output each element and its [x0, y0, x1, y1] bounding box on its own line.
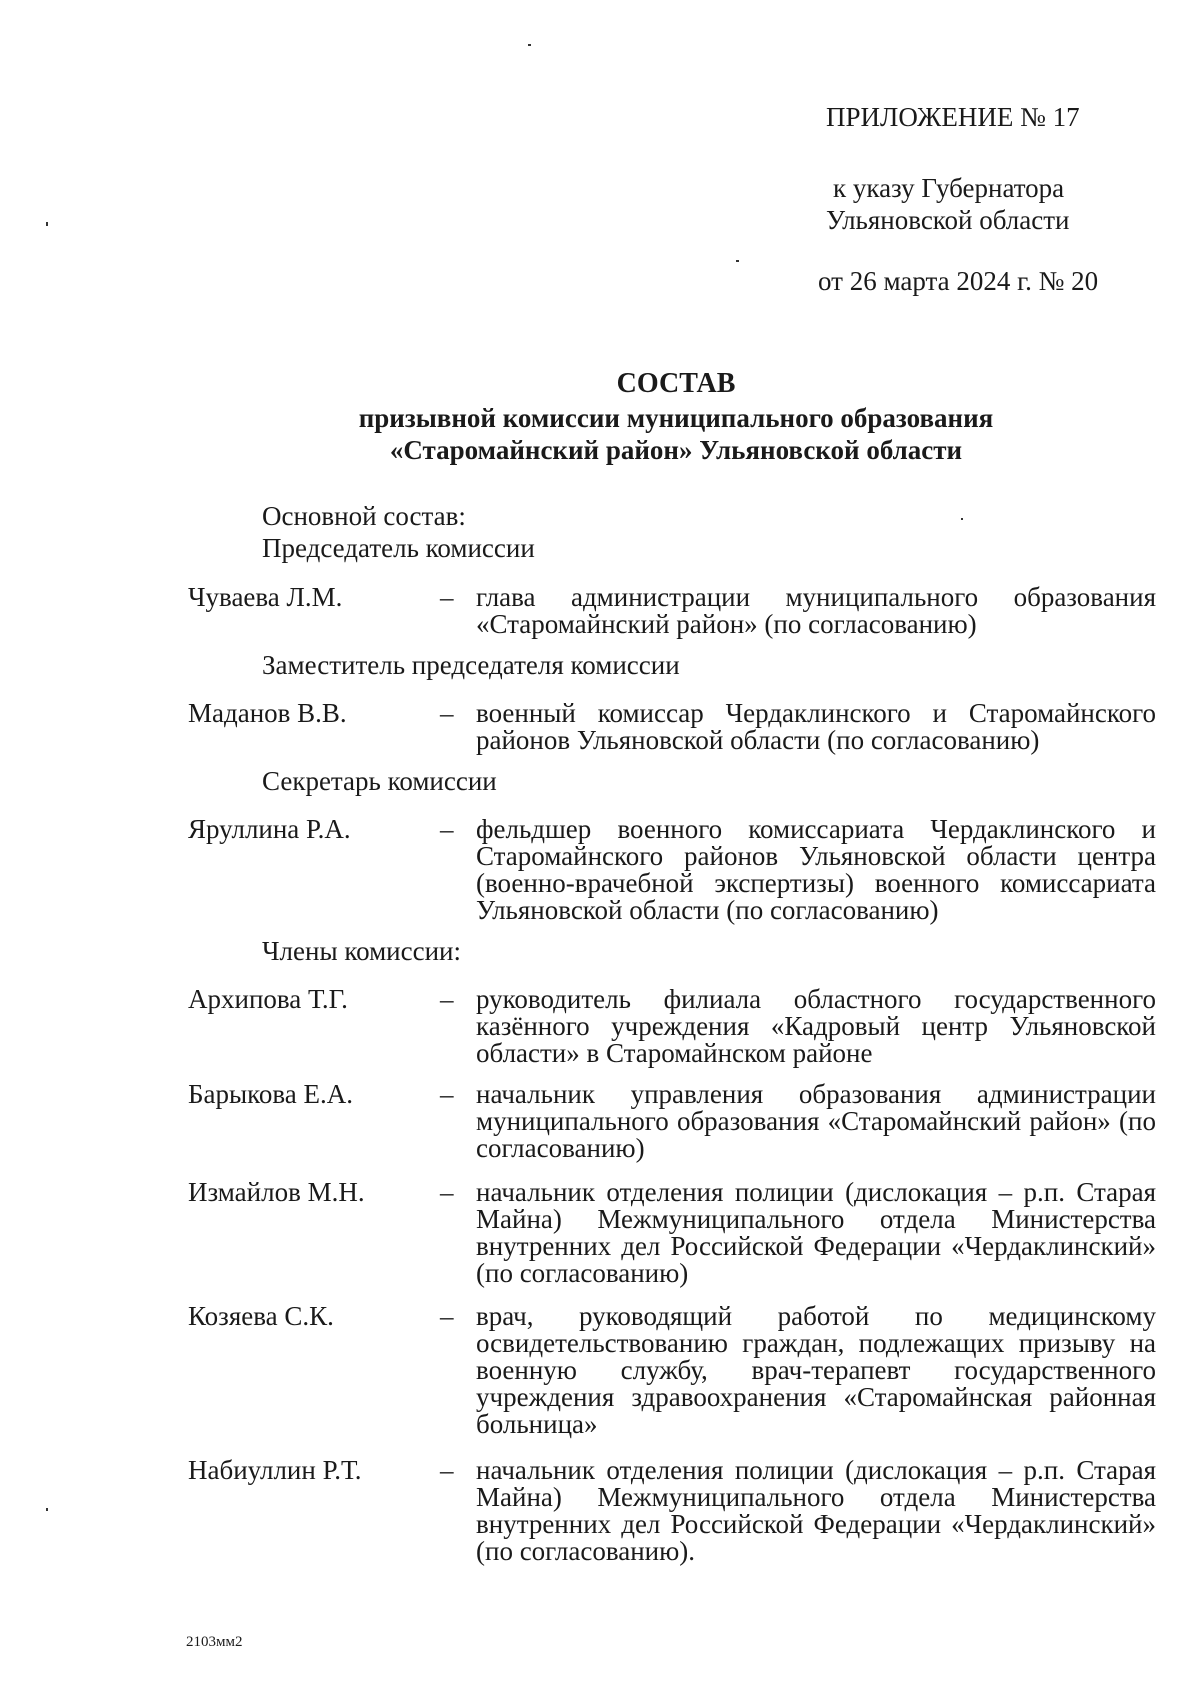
member-row: [188, 1457, 1156, 1565]
scan-speck: [528, 44, 531, 46]
decree-line-1: к указу Губернатора: [833, 173, 1065, 203]
scan-speck: [961, 518, 963, 520]
member-description: руководитель филиала областного государственного казённого учреждения «Кадровый центр Ульяновской области» в Старомайнском районе: [476, 984, 1156, 1068]
member-description: начальник отделения полиции (дислокация – р.п. Старая Майна) Межмуниципального отдела Министерства внутренних дел Российской Федерации «Чердаклинский» (по согласованию).: [476, 1455, 1156, 1566]
member-name: Маданов В.В.: [188, 698, 347, 728]
section-main-composition: Основной состав:: [262, 501, 466, 531]
member-row: [188, 986, 1156, 1067]
member-row: [188, 584, 1156, 638]
member-row: [188, 1081, 1156, 1162]
member-dash: –: [440, 984, 454, 1014]
member-name: Козяева С.К.: [188, 1301, 334, 1331]
member-row: [188, 1303, 1156, 1438]
member-dash: –: [440, 698, 454, 728]
scan-speck: [46, 1508, 48, 1511]
section-secretary: Секретарь комиссии: [262, 766, 497, 796]
member-name: Набиуллин Р.Т.: [188, 1455, 362, 1485]
member-name: Архипова Т.Г.: [188, 984, 348, 1014]
member-dash: –: [440, 1177, 454, 1207]
member-dash: –: [440, 1301, 454, 1331]
member-name: Чуваева Л.М.: [188, 582, 343, 612]
member-row: [188, 700, 1156, 754]
member-description: врач, руководящий работой по медицинскому освидетельствованию граждан, подлежащих призыву на военную службу, врач-терапевт государственного учреждения здравоохранения «Старомайнская районная больница»: [476, 1301, 1156, 1439]
member-row: [188, 816, 1156, 924]
section-chairman: Председатель комиссии: [262, 533, 535, 563]
scan-speck: [46, 222, 48, 226]
title-line-2: призывной комиссии муниципального образования: [358, 403, 994, 433]
member-row: [188, 1179, 1156, 1287]
member-description: глава администрации муниципального образования «Старомайнский район» (по согласованию): [476, 582, 1156, 639]
member-dash: –: [440, 1079, 454, 1109]
member-description: военный комиссар Чердаклинского и Старомайнского районов Ульяновской области (по согласованию): [476, 698, 1156, 755]
decree-reference: [826, 172, 1070, 236]
member-description: начальник отделения полиции (дислокация – р.п. Старая Майна) Межмуниципального отдела Министерства внутренних дел Российской Федерации «Чердаклинский» (по согласованию): [476, 1177, 1156, 1288]
member-name: Барыкова Е.А.: [188, 1079, 353, 1109]
member-name: Измайлов М.Н.: [188, 1177, 365, 1207]
appendix-number: ПРИЛОЖЕНИЕ № 17: [826, 102, 1080, 132]
title-line-3: «Старомайнский район» Ульяновской области: [389, 435, 963, 465]
member-dash: –: [440, 582, 454, 612]
title-main: СОСТАВ: [616, 368, 736, 399]
section-members: Члены комиссии:: [262, 936, 461, 966]
decree-line-2: Ульяновской области: [826, 205, 1070, 235]
document-title: [186, 368, 1166, 466]
document-code: 2103мм2: [186, 1634, 243, 1650]
member-description: фельдшер военного комиссариата Чердаклинского и Старомайнского районов Ульяновской области центра (военно-врачебной экспертизы) военного комиссариата Ульяновской области (по согласованию): [476, 814, 1156, 925]
member-description: начальник управления образования администрации муниципального образования «Старомайнский район» (по согласованию): [476, 1079, 1156, 1163]
decree-date: от 26 марта 2024 г. № 20: [818, 266, 1099, 296]
member-name: Яруллина Р.А.: [188, 814, 351, 844]
section-deputy: Заместитель председателя комиссии: [262, 650, 680, 680]
member-dash: –: [440, 814, 454, 844]
scan-speck: [736, 260, 739, 262]
member-dash: –: [440, 1455, 454, 1485]
